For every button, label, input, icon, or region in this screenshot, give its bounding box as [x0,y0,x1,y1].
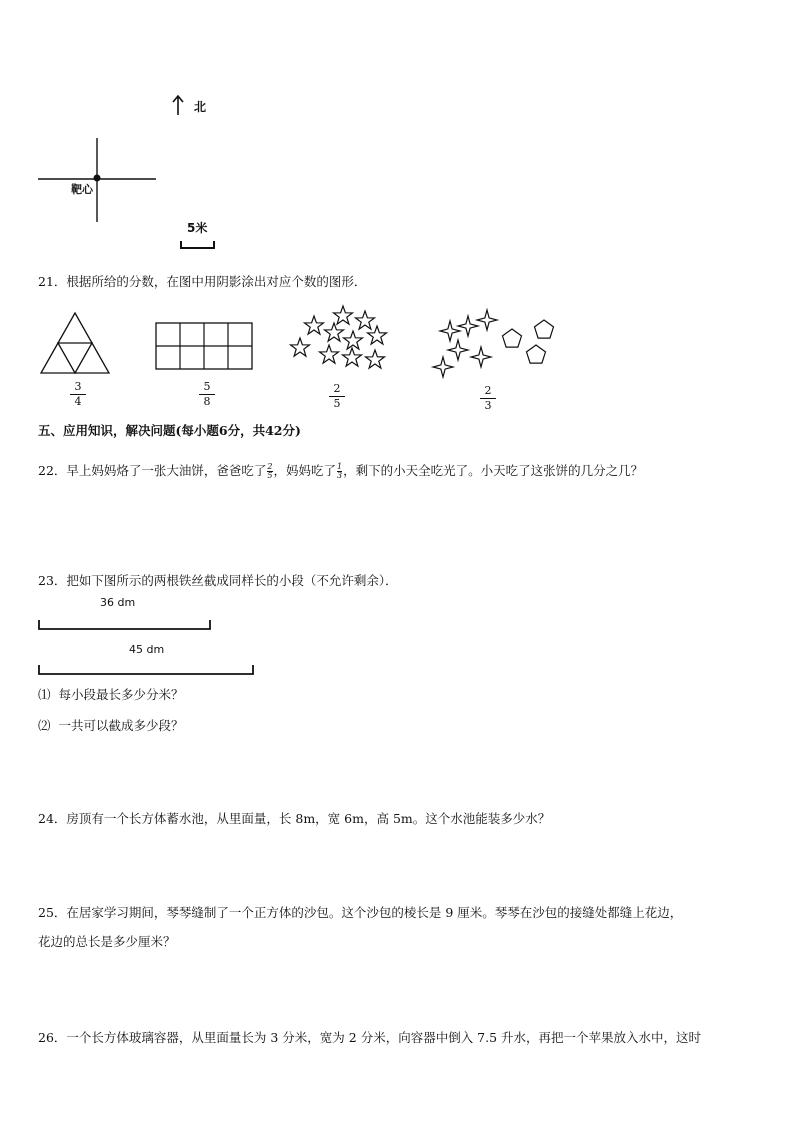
north-label: 北 [194,100,207,114]
fraction-mixed: 2 3 [476,385,500,412]
wire-2-label: 45 dm [129,643,165,656]
fraction-dad: $\frac{2}{5}$ [267,462,273,480]
question-24-text: 24．房顶有一个长方体蓄水池，从里面量，长 8m，宽 6m，高 5m。这个水池能装多少水？ [38,811,551,826]
question-25-line-1: 25．在居家学习期间，琴琴缝制了一个正方体的沙包。这个沙包的棱长是 9 厘米。琴琴在沙包的接缝处都缝上花边， [38,905,683,920]
question-23-text: 23．把如下图所示的两根铁丝截成同样长的小段（不允许剩余）． [38,573,398,588]
question-25-line-2: 花边的总长是多少厘米？ [38,934,176,949]
fraction-stars: 2 5 [325,383,349,410]
question-26-line-1: 26．一个长方体玻璃容器，从里面量长为 3 分米，宽为 2 分米，向容器中倒入 7.5 升水，再把一个苹果放入水中，这时 [38,1030,702,1045]
sub-question-1: ⑴ 每小段最长多少分米？ [38,687,184,702]
question-22-text: 22．早上妈妈烙了一张大油饼，爸爸吃了$\frac{2}{5}$，妈妈吃了$\frac{1}{3}$，剩下的小天全吃光了。小天吃了这张饼的几分之几？ [38,462,644,480]
fraction-triangle: 3 4 [66,381,90,408]
fraction-rectangle: 5 8 [195,381,219,408]
wire-1-label: 36 dm [100,596,136,609]
section-5-title: 五、应用知识，解决问题(每小题6分，共42分) [38,423,301,438]
scale-label: 5米 [187,221,208,235]
question-21-text: 21．根据所给的分数，在图中用阴影涂出对应个数的图形． [38,274,367,289]
target-center-label: 靶心 [71,183,93,196]
sub-question-2: ⑵ 一共可以截成多少段？ [38,718,184,733]
fraction-mom: $\frac{1}{3}$ [337,462,343,480]
